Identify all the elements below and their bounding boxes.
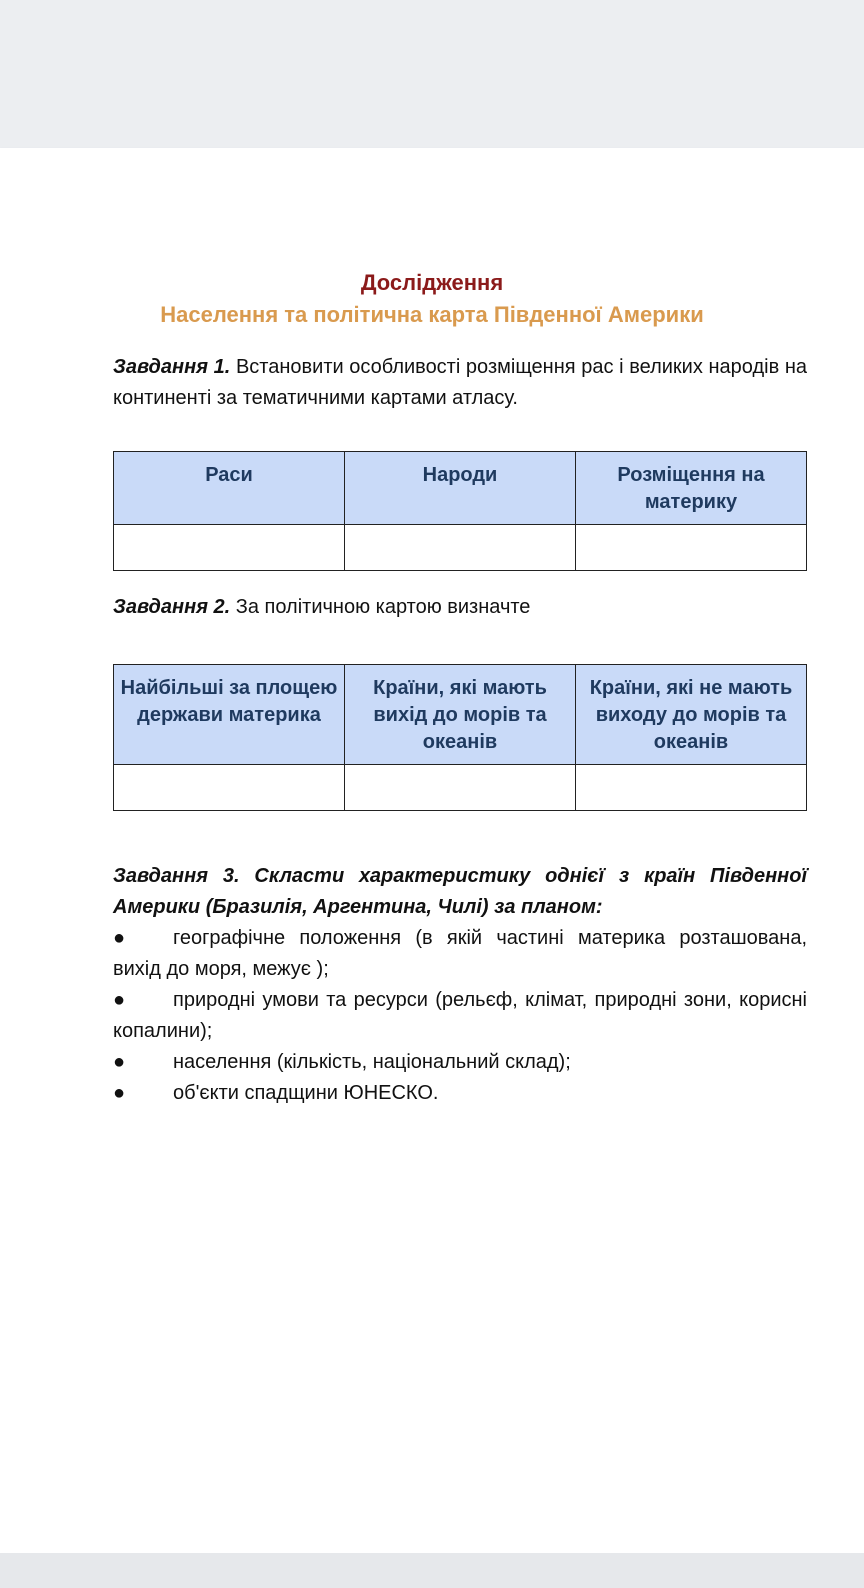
table-empty-cell <box>345 525 576 571</box>
task-1-text: Встановити особливості розміщення рас і великих народів на континенті за тематичними картами атласу. <box>113 356 808 409</box>
table-header-row <box>114 665 807 765</box>
table-empty-cell <box>114 525 345 571</box>
table-empty-cell <box>576 765 807 811</box>
bullet-icon: ● <box>113 927 126 949</box>
table-header-cell: Країни, які мають вихід до морів та океанів <box>345 665 576 765</box>
task-2-text: За політичною картою визначте <box>230 596 531 618</box>
task-1-label: Завдання 1. <box>113 356 231 378</box>
bullet-text: природні умови та ресурси (рельєф, клімат, природні зони, корисні копалини); <box>113 989 807 1042</box>
document-title: Дослідження <box>360 270 504 295</box>
task-3 <box>113 861 807 1109</box>
table-empty-cell <box>345 765 576 811</box>
list-item <box>113 1047 807 1078</box>
task-1-table <box>113 451 807 571</box>
table-empty-cell <box>114 765 345 811</box>
table-header-cell: Країни, які не мають виходу до морів та океанів <box>576 665 807 765</box>
bullet-icon: ● <box>113 989 126 1011</box>
document-page <box>0 148 864 1553</box>
viewer-top-bar <box>0 0 864 148</box>
document-subtitle: Населення та політична карта Південної Америки <box>160 302 704 327</box>
bullet-text: об'єкти спадщини ЮНЕСКО. <box>173 1082 439 1104</box>
task-1 <box>113 352 807 414</box>
table-row <box>114 765 807 811</box>
table-header-cell: Раси <box>114 452 345 525</box>
list-item <box>113 985 807 1047</box>
task-3-heading: Завдання 3. Скласти характеристику однієї з країн Південної Америки (Бразилія, Аргентина, Чилі) за планом: <box>113 865 807 918</box>
table-header-cell: Найбільші за площею держави материка <box>114 665 345 765</box>
table-header-cell: Розміщення на материку <box>576 452 807 525</box>
list-item <box>113 1078 807 1109</box>
viewer-bottom-bar <box>0 1553 864 1588</box>
task-2-label: Завдання 2. <box>113 596 231 618</box>
bullet-text: населення (кількість, національний склад); <box>173 1051 571 1073</box>
table-empty-cell <box>576 525 807 571</box>
bullet-icon: ● <box>113 1051 126 1073</box>
table-header-cell: Народи <box>345 452 576 525</box>
bullet-icon: ● <box>113 1082 126 1104</box>
task-2-table <box>113 664 807 811</box>
task-2 <box>113 592 807 623</box>
list-item <box>113 923 807 985</box>
table-header-row <box>114 452 807 525</box>
bullet-text: географічне положення (в якій частині материка розташована, вихід до моря, межує ); <box>113 927 807 980</box>
table-row <box>114 525 807 571</box>
